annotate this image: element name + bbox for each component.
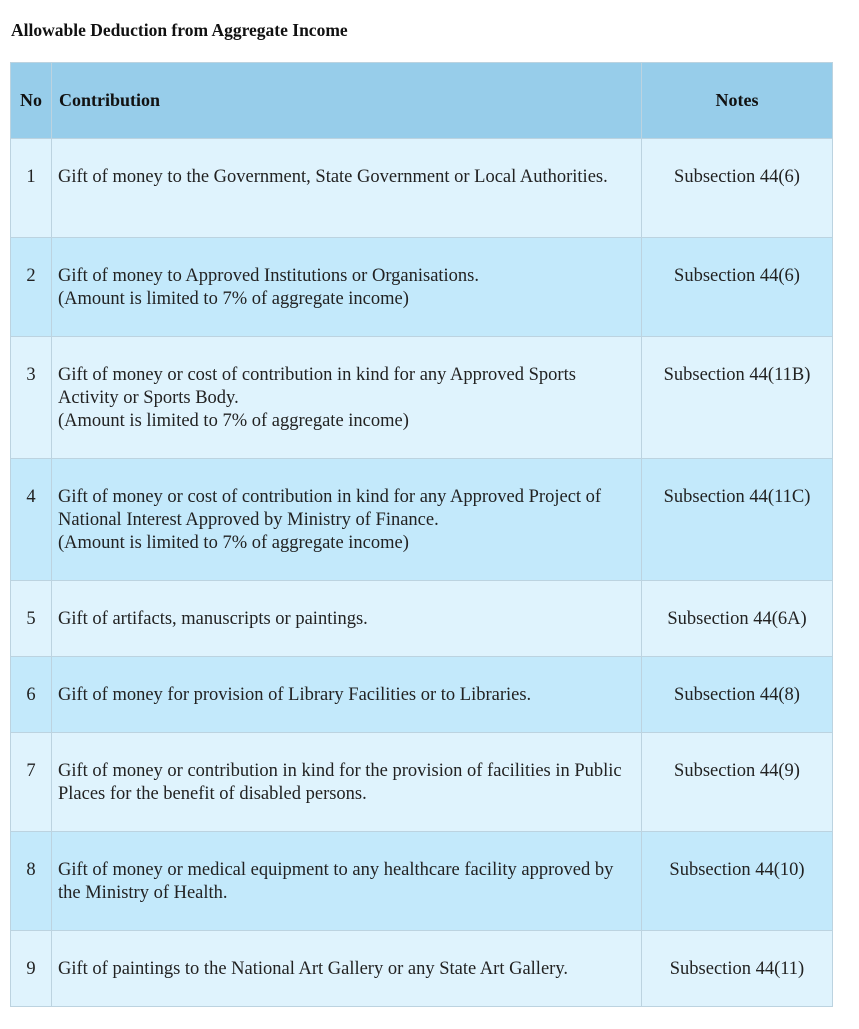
contribution-text: Gift of money or cost of contribution in kind for any Approved Project of National Interest Approved by Ministry of Finance.	[58, 487, 602, 530]
contribution-cell	[52, 581, 642, 657]
limit-note: (Amount is limited to 7% of aggregate income)	[58, 533, 409, 553]
table-row	[11, 238, 833, 337]
table-row	[11, 733, 833, 832]
page-title: Allowable Deduction from Aggregate Income	[11, 20, 348, 40]
row-number: 9	[11, 931, 52, 1007]
column-header-contribution: Contribution	[52, 63, 642, 139]
table-row	[11, 459, 833, 581]
contribution-text: Gift of money or cost of contribution in kind for any Approved Sports Activity or Sports Body.	[58, 365, 576, 408]
notes-cell: Subsection 44(10)	[642, 832, 833, 931]
notes-cell: Subsection 44(11B)	[642, 337, 833, 459]
contribution-cell	[52, 733, 642, 832]
contribution-text: Gift of money to Approved Institutions or Organisations.	[58, 266, 480, 286]
contribution-cell	[52, 238, 642, 337]
table-row	[11, 581, 833, 657]
column-header-no: No	[11, 63, 52, 139]
notes-cell: Subsection 44(6A)	[642, 581, 833, 657]
contribution-cell	[52, 459, 642, 581]
contribution-cell	[52, 337, 642, 459]
contribution-cell	[52, 832, 642, 931]
row-number: 2	[11, 238, 52, 337]
table-row	[11, 657, 833, 733]
contribution-text: Gift of paintings to the National Art Gallery or any State Art Gallery.	[58, 959, 568, 979]
contribution-cell	[52, 931, 642, 1007]
table-row	[11, 832, 833, 931]
limit-note: (Amount is limited to 7% of aggregate income)	[58, 411, 409, 431]
table-header-row	[11, 63, 833, 139]
notes-cell: Subsection 44(6)	[642, 139, 833, 238]
contribution-text: Gift of artifacts, manuscripts or paintings.	[58, 609, 368, 629]
contribution-text: Gift of money or contribution in kind for the provision of facilities in Public Places for the benefit of disabled persons.	[58, 761, 622, 804]
notes-cell: Subsection 44(6)	[642, 238, 833, 337]
contribution-cell	[52, 139, 642, 238]
row-number: 8	[11, 832, 52, 931]
notes-cell: Subsection 44(9)	[642, 733, 833, 832]
row-number: 4	[11, 459, 52, 581]
row-number: 7	[11, 733, 52, 832]
contribution-cell	[52, 657, 642, 733]
row-number: 5	[11, 581, 52, 657]
contribution-text: Gift of money or medical equipment to any healthcare facility approved by the Ministry of Health.	[58, 860, 614, 903]
notes-cell: Subsection 44(8)	[642, 657, 833, 733]
row-number: 1	[11, 139, 52, 238]
column-header-notes: Notes	[642, 63, 833, 139]
notes-cell: Subsection 44(11C)	[642, 459, 833, 581]
limit-note: (Amount is limited to 7% of aggregate income)	[58, 289, 409, 309]
notes-cell: Subsection 44(11)	[642, 931, 833, 1007]
contribution-text: Gift of money for provision of Library Facilities or to Libraries.	[58, 685, 532, 705]
table-row	[11, 139, 833, 238]
deductions-table	[10, 62, 833, 1007]
row-number: 3	[11, 337, 52, 459]
table-row	[11, 337, 833, 459]
table-row	[11, 931, 833, 1007]
row-number: 6	[11, 657, 52, 733]
contribution-text: Gift of money to the Government, State Government or Local Authorities.	[58, 167, 608, 187]
